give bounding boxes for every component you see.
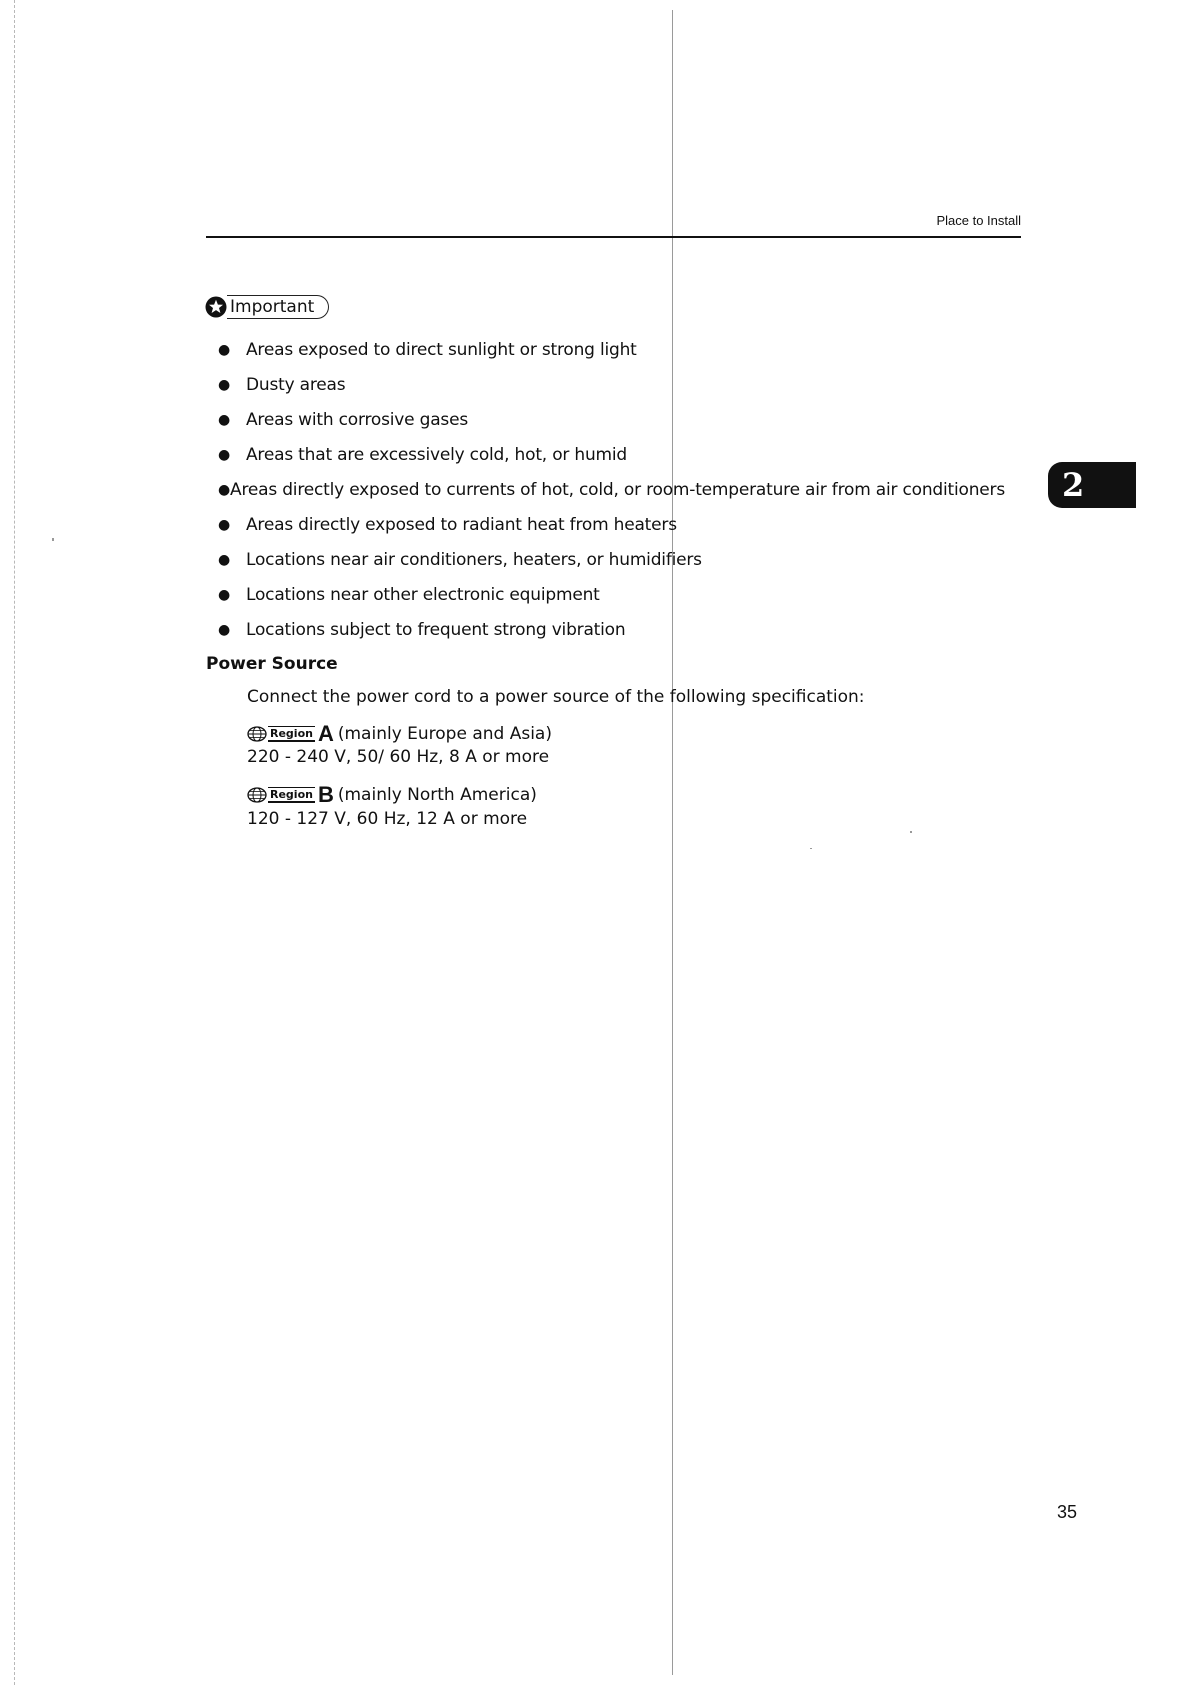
scan-speck <box>810 848 812 849</box>
list-item <box>218 437 998 472</box>
list-item <box>218 542 998 577</box>
region-description: (mainly North America) <box>337 785 537 805</box>
list-item-text: Locations near air conditioners, heaters, or humidifiers <box>246 549 702 570</box>
header-rule <box>206 236 1021 238</box>
list-item-text: Areas directly exposed to currents of hot, cold, or room-temperature air from air conditioners <box>230 479 1005 500</box>
list-item-text: Dusty areas <box>246 374 346 395</box>
list-item-text: Locations near other electronic equipment <box>246 584 600 605</box>
power-source-intro: Connect the power cord to a power source of the following specification: <box>247 687 865 707</box>
region-tag: Region <box>270 788 313 801</box>
list-item <box>218 402 998 437</box>
list-item <box>218 577 998 612</box>
list-item <box>218 612 998 647</box>
bullet-icon: ● <box>218 446 231 463</box>
running-header-title: Place to Install <box>936 213 1021 228</box>
scan-fold-line <box>672 10 673 1675</box>
important-label: Important <box>227 295 329 319</box>
list-item-text: Areas with corrosive gases <box>246 409 468 430</box>
list-item <box>218 332 998 367</box>
scan-speck <box>52 538 54 541</box>
bullet-icon: ● <box>218 586 231 603</box>
bullet-icon: ● <box>218 621 231 638</box>
star-circle-icon <box>205 296 227 318</box>
unsuitable-locations-list <box>218 332 1005 647</box>
list-item-text: Areas directly exposed to radiant heat from heaters <box>246 514 677 535</box>
chapter-tab: 2 <box>1048 462 1136 508</box>
list-item-text: Areas that are excessively cold, hot, or humid <box>246 444 628 465</box>
list-item-text: Locations subject to frequent strong vibration <box>246 619 626 640</box>
region-letter: A <box>317 721 334 746</box>
bullet-icon: ● <box>218 481 231 498</box>
list-item <box>218 507 998 542</box>
bullet-icon: ● <box>218 341 231 358</box>
list-item <box>218 472 1005 507</box>
region-b-line <box>247 782 537 808</box>
globe-icon <box>247 787 267 803</box>
bullet-icon: ● <box>218 376 231 393</box>
scan-speck <box>910 831 912 833</box>
bullet-icon: ● <box>218 411 231 428</box>
region-letter: B <box>317 782 334 807</box>
region-a-line <box>247 721 552 747</box>
list-item-text: Areas exposed to direct sunlight or strong light <box>246 339 637 360</box>
globe-icon <box>247 726 267 742</box>
bullet-icon: ● <box>218 551 231 568</box>
important-callout <box>205 294 329 320</box>
scan-edge-line <box>14 0 15 1685</box>
region-b-spec: 120 - 127 V, 60 Hz, 12 A or more <box>247 809 528 829</box>
page-number: 35 <box>1057 1502 1078 1522</box>
bullet-icon: ● <box>218 516 231 533</box>
list-item <box>218 367 998 402</box>
region-description: (mainly Europe and Asia) <box>337 724 552 744</box>
region-a-spec: 220 - 240 V, 50/ 60 Hz, 8 A or more <box>247 747 550 767</box>
power-source-heading: Power Source <box>206 654 338 674</box>
region-tag: Region <box>270 727 313 740</box>
